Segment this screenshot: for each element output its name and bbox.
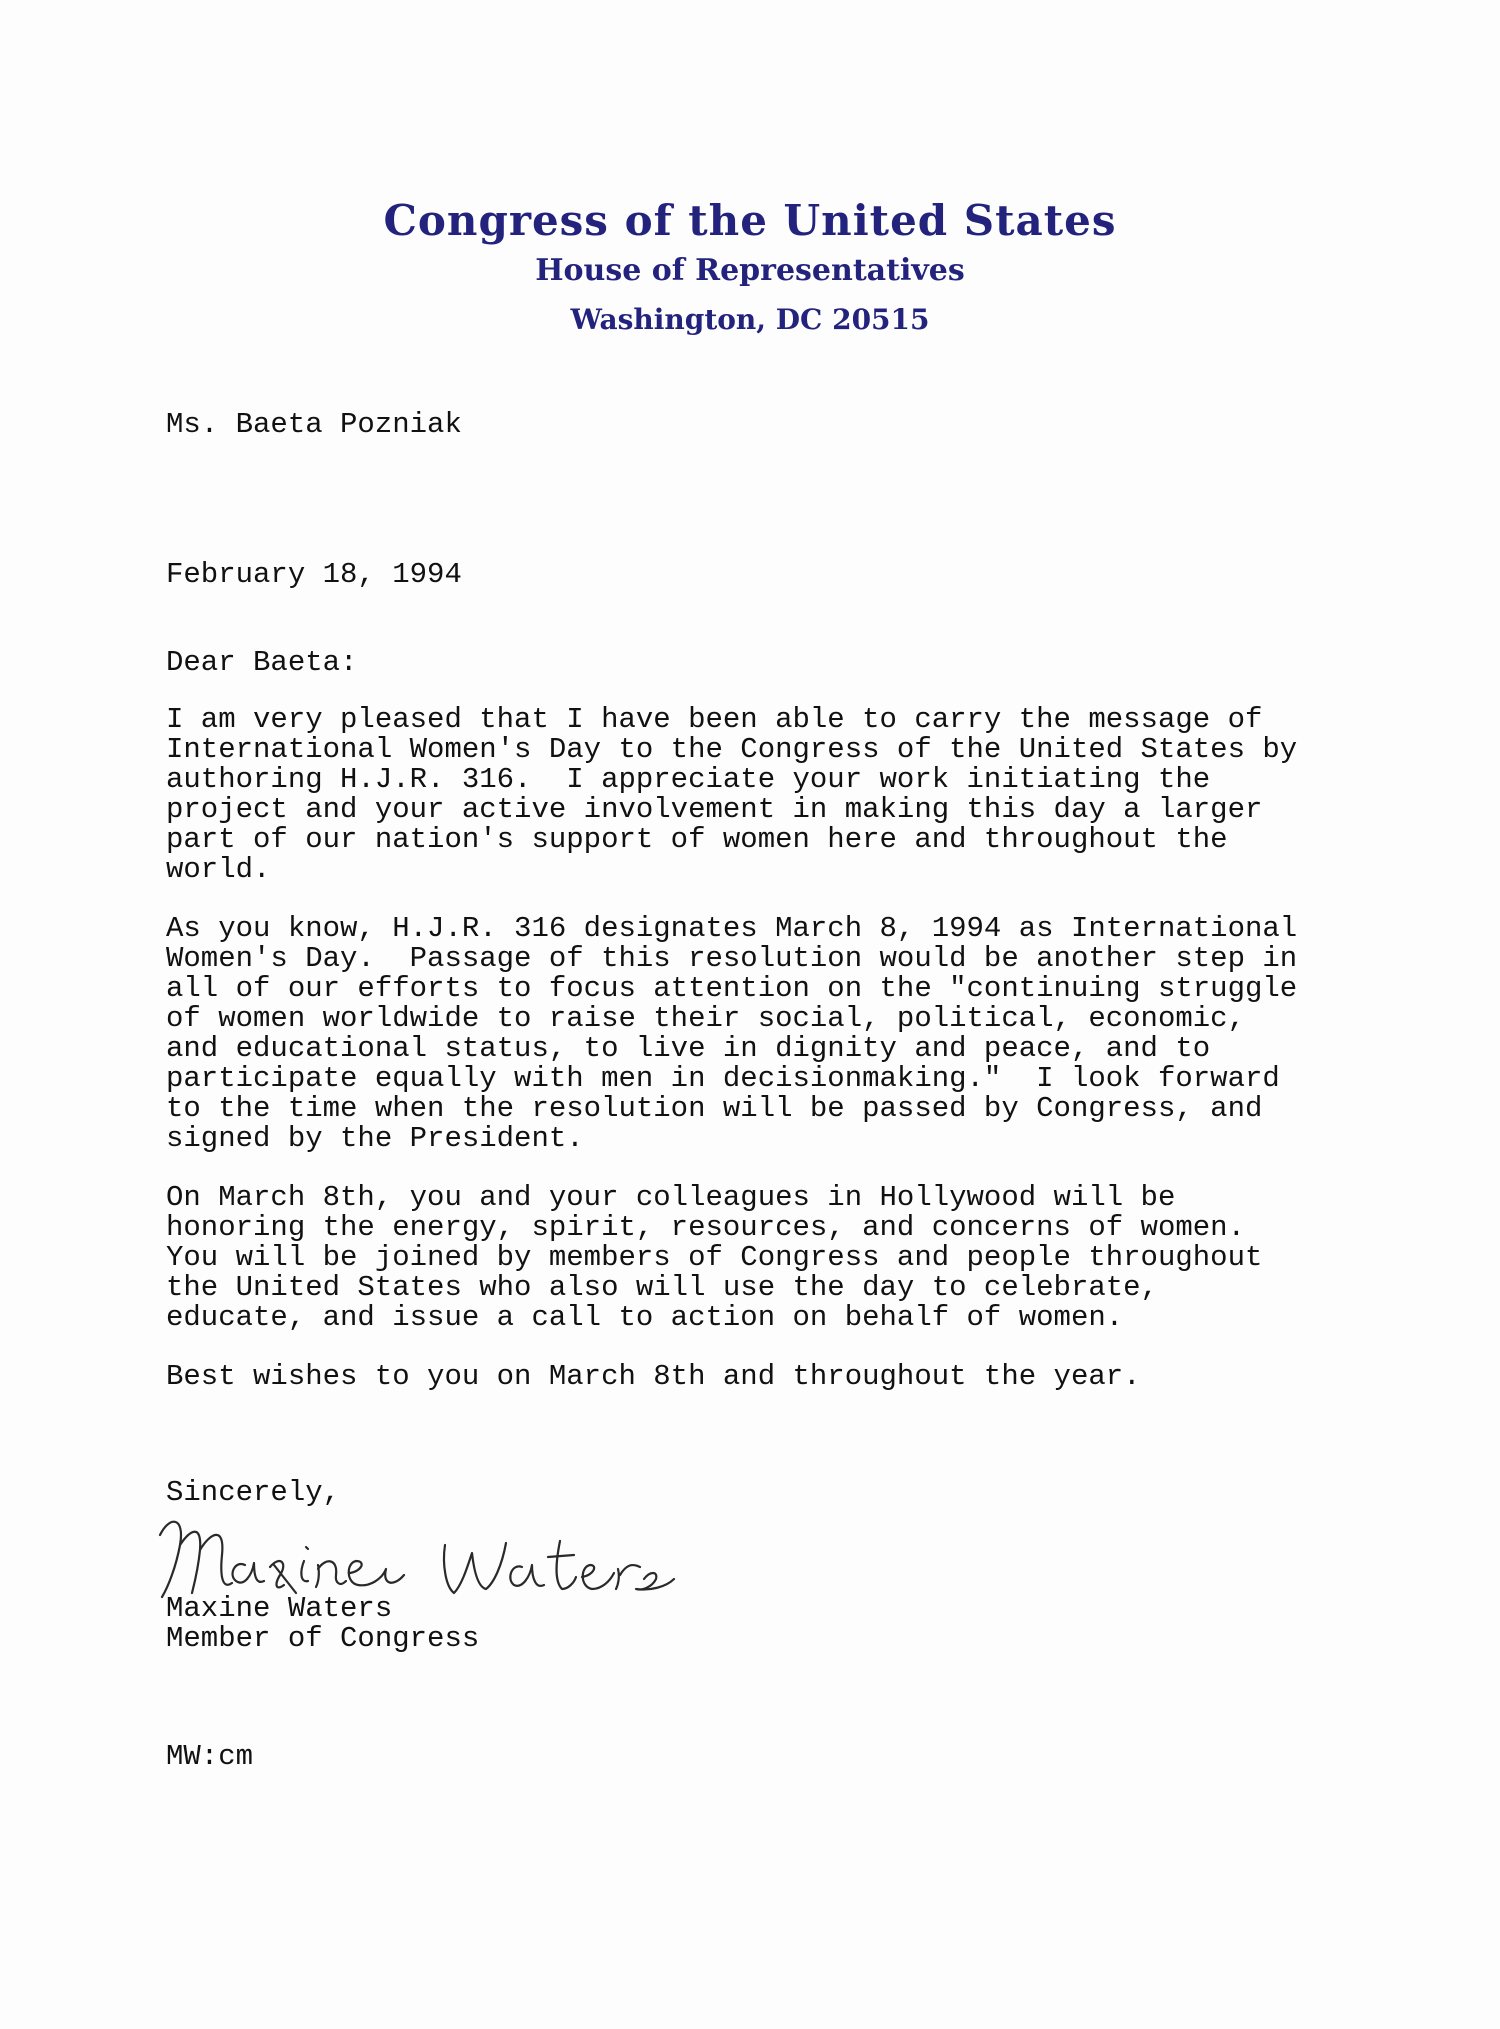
signer-title: Member of Congress [166,1622,480,1655]
paragraph-2-line: Women's Day. Passage of this resolution would be another step in [166,942,1298,975]
paragraph-2-line: participate equally with men in decisionmaking." I look forward [166,1062,1280,1095]
letterhead-address: Washington, DC 20515 [570,303,930,336]
paragraph-3-line: On March 8th, you and your colleagues in Hollywood will be [166,1181,1176,1214]
recipient: Ms. Baeta Pozniak [166,408,462,441]
paragraph-1-line: part of our nation's support of women here and throughout the [166,823,1228,856]
letterhead-title: Congress of the United States [383,196,1117,245]
paragraph-3-line: the United States who also will use the day to celebrate, [166,1271,1158,1304]
paragraph-2-line: of women worldwide to raise their social, political, economic, [166,1002,1245,1035]
reference-initials: MW:cm [166,1740,254,1773]
letter-date: February 18, 1994 [166,558,462,591]
letterhead-subtitle: House of Representatives [535,253,965,288]
closing: Sincerely, [166,1476,341,1509]
paragraph-2-line: all of our efforts to focus attention on the "continuing struggle [166,972,1298,1005]
paragraph-2-line: and educational status, to live in dignity and peace, and to [166,1032,1211,1065]
salutation: Dear Baeta: [166,646,358,679]
paragraph-1-line: International Women's Day to the Congress of the United States by [166,733,1298,766]
paragraph-1-line: authoring H.J.R. 316. I appreciate your work initiating the [166,763,1211,796]
paragraph-1-line: I am very pleased that I have been able to carry the message of [166,703,1263,736]
paragraph-1-line: project and your active involvement in making this day a larger [166,793,1263,826]
signer-name: Maxine Waters [166,1592,393,1625]
paragraph-3-line: honoring the energy, spirit, resources, and concerns of women. [166,1211,1245,1244]
paragraph-1-line: world. [166,853,271,886]
paragraph-4-line: Best wishes to you on March 8th and throughout the year. [166,1360,1141,1393]
paragraph-2-line: signed by the President. [166,1122,584,1155]
paragraph-3-line: You will be joined by members of Congress and people throughout [166,1241,1263,1274]
paragraph-2-line: As you know, H.J.R. 316 designates March 8, 1994 as International [166,912,1298,945]
paragraph-2-line: to the time when the resolution will be passed by Congress, and [166,1092,1263,1125]
paragraph-3-line: educate, and issue a call to action on behalf of women. [166,1301,1124,1334]
